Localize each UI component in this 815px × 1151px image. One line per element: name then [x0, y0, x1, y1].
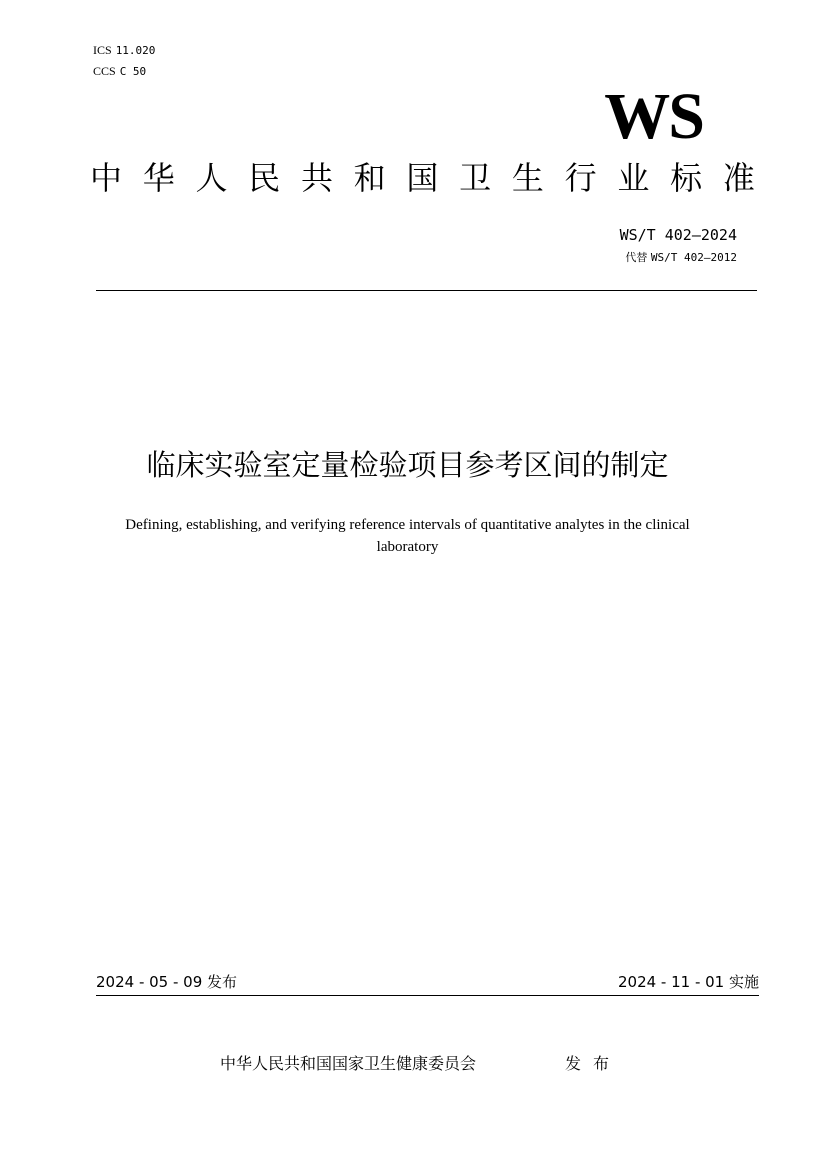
standard-number: WS/T 402—2024 [619, 226, 737, 244]
standard-type-char: 生 [511, 159, 544, 197]
ics-code: 11.020 [115, 44, 156, 57]
ccs-line [93, 61, 155, 82]
replaces-number: WS/T 402—2012 [650, 251, 737, 264]
document-title-english: Defining, establishing, and verifying reference intervals of quantitative analytes in the clinical laboratory [125, 517, 690, 555]
standard-type-char: 准 [722, 159, 755, 197]
ccs-label: CCS [93, 64, 116, 78]
header-divider [96, 290, 757, 291]
document-title-chinese: 临床实验室定量检验项目参考区间的制定 [146, 448, 669, 482]
standard-type-title [90, 156, 755, 200]
replaces-line [625, 250, 737, 266]
ics-label: ICS [93, 43, 112, 57]
ws-logo: WS [604, 80, 703, 153]
classification-block [93, 40, 155, 82]
ccs-code: C 50 [119, 65, 147, 78]
standard-type-char: 共 [300, 159, 333, 197]
standard-type-char: 行 [564, 159, 597, 197]
standard-type-char: 标 [670, 159, 703, 197]
publication-date: 2024 - 05 - 09 发布 [96, 973, 238, 991]
footer-divider [96, 995, 759, 996]
standard-type-char: 中 [90, 159, 123, 197]
standard-type-char: 民 [248, 159, 281, 197]
implementation-date: 2024 - 11 - 01 实施 [617, 973, 759, 991]
replaces-label: 代替 [625, 251, 648, 264]
standard-type-char: 和 [353, 159, 386, 197]
issuer-action: 发布 [565, 1054, 622, 1073]
standard-type-char: 卫 [459, 159, 492, 197]
ics-line [93, 40, 155, 61]
standard-type-char: 人 [195, 159, 228, 197]
issuer-name: 中华人民共和国国家卫生健康委员会 [220, 1054, 477, 1073]
standard-type-char: 业 [617, 159, 650, 197]
standard-type-char: 华 [142, 159, 175, 197]
standard-type-char: 国 [406, 159, 439, 197]
